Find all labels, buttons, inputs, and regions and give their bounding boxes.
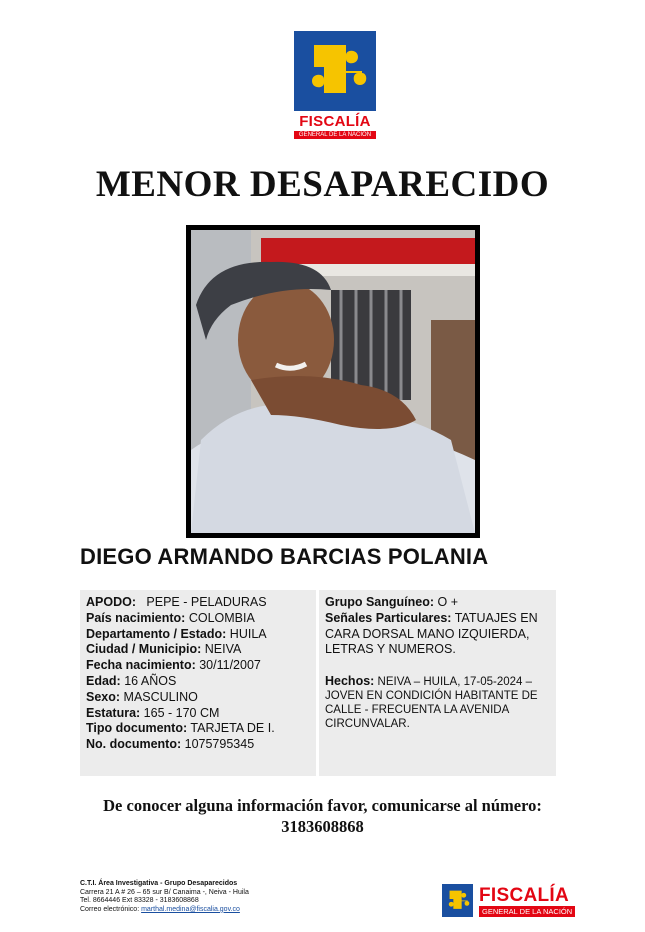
detail-row (86, 721, 310, 737)
blood-type-row (325, 595, 550, 611)
logo-wordmark: FISCALÍA (479, 884, 570, 906)
particular-marks-label: Señales Particulares: (325, 610, 452, 625)
facts-value: NEIVA – HUILA, 17-05-2024 – JOVEN EN CONDICIÓN HABITANTE DE CALLE - FRECUENTA LA AVENIDA CIRCUNVALAR. (325, 676, 538, 731)
person-name: DIEGO ARMANDO BARCIAS POLANIA (80, 544, 489, 569)
logo-subtitle: GENERAL DE LA NACIÓN (479, 906, 575, 917)
particular-marks-row (325, 611, 550, 658)
detail-value: HUILA (229, 626, 267, 641)
detail-label: Edad: (86, 673, 121, 688)
detail-label: Departamento / Estado: (86, 626, 227, 641)
detail-row (86, 642, 310, 658)
detail-label: Estatura: (86, 705, 141, 720)
detail-row (86, 658, 310, 674)
facts-label: Hechos: (325, 674, 375, 689)
detail-value: 1075795345 (184, 737, 255, 752)
detail-label: Sexo: (86, 689, 121, 704)
footer-address (80, 880, 249, 914)
detail-label: No. documento: (86, 737, 182, 752)
footer-unit: C.T.I. Área Investigativa - Grupo Desaparecidos (80, 880, 238, 887)
detail-label: Fecha nacimiento: (86, 658, 196, 673)
particular-marks-value: TATUAJES EN CARA DORSAL MANO IZQUIERDA, LETRAS Y NUMEROS. (325, 610, 538, 657)
detail-row (86, 595, 310, 611)
footer-email-label: Correo electrónico: (80, 905, 140, 913)
detail-value: 30/11/2007 (199, 658, 261, 673)
detail-value: 165 - 170 CM (143, 705, 220, 720)
details-right-column (319, 590, 556, 776)
missing-person-photo (186, 225, 480, 538)
detail-label: Tipo documento: (86, 721, 188, 736)
person-photo-image (191, 230, 475, 533)
detail-row (86, 690, 310, 706)
puzzle-piece-icon (442, 884, 473, 917)
details-table (80, 590, 556, 776)
contact-text: De conocer alguna información favor, comunicarse al número: (103, 796, 542, 815)
fiscalia-logo-bottom (442, 884, 582, 918)
footer-phone: Tel. 8664446 Ext 83328 - 3183608868 (80, 897, 199, 905)
logo-subtitle: GENERAL DE LA NACIÓN (294, 131, 376, 139)
facts-row (325, 674, 550, 731)
detail-value: COLOMBIA (188, 610, 255, 625)
logo-wordmark: FISCALÍA (299, 113, 371, 130)
detail-row (86, 674, 310, 690)
detail-label: APODO: (86, 595, 136, 609)
puzzle-piece-icon (294, 31, 376, 111)
detail-value: TARJETA DE I. (190, 721, 275, 736)
footer-email-row (80, 906, 249, 915)
details-left-column (80, 590, 316, 776)
detail-label: Ciudad / Municipio: (86, 642, 202, 657)
blood-type-value: O + (437, 595, 459, 609)
footer-email-link[interactable]: marthal.medina@fiscalia.gov.co (141, 905, 240, 913)
contact-notice (0, 795, 645, 837)
contact-phone: 3183608868 (281, 817, 364, 836)
blood-type-label: Grupo Sanguíneo: (325, 595, 435, 609)
fiscalia-logo-top (294, 31, 376, 139)
detail-value: 16 AÑOS (124, 673, 177, 688)
detail-value: NEIVA (204, 642, 242, 657)
detail-row (86, 611, 310, 627)
footer-street: Carrera 21 A # 26 – 65 sur B/ Canaima -, Neiva - Huila (80, 888, 249, 896)
detail-value: PEPE - PELADURAS (146, 595, 267, 609)
detail-value: MASCULINO (123, 689, 198, 704)
detail-label: País nacimiento: (86, 610, 186, 625)
detail-row (86, 706, 310, 722)
logo-text-block (479, 884, 575, 918)
page-title: MENOR DESAPARECIDO (95, 164, 550, 205)
detail-row (86, 627, 310, 643)
detail-row (86, 737, 310, 753)
